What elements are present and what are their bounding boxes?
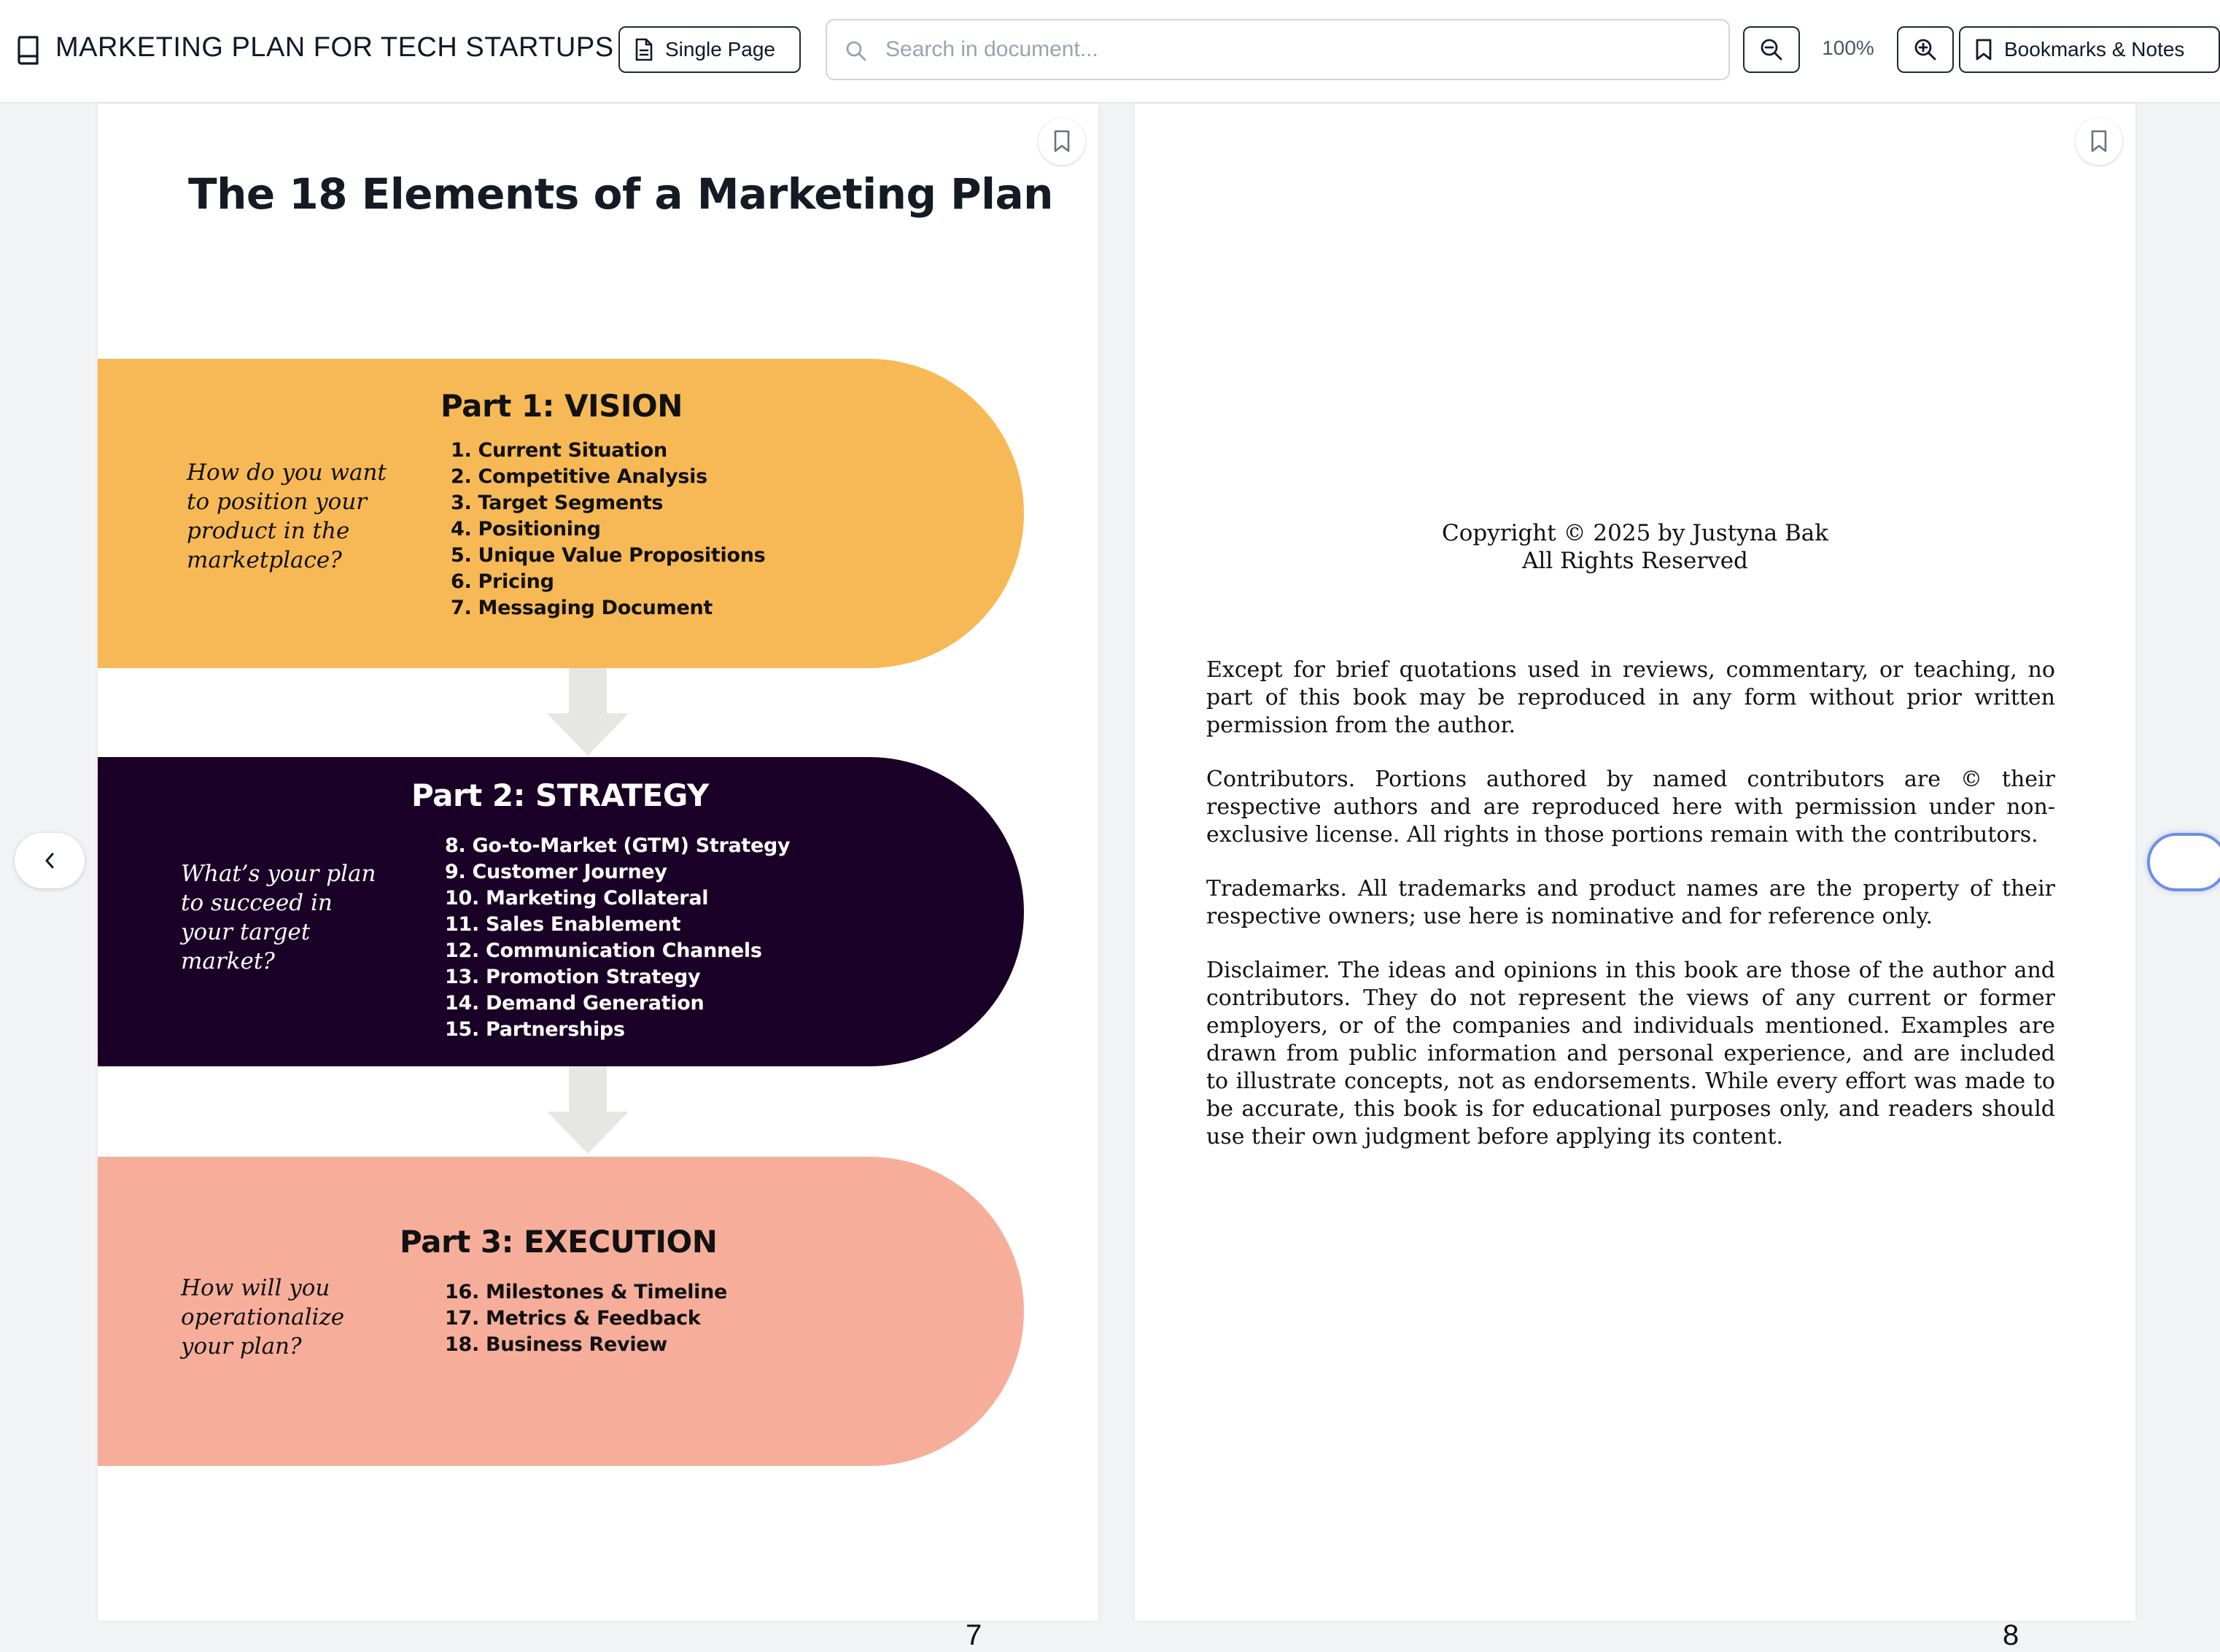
- page-bookmark-button[interactable]: [2076, 118, 2122, 165]
- part-question: What’s your plan to succeed in your target market?: [181, 861, 376, 974]
- bookmark-icon: [1052, 129, 1071, 154]
- page-number: 8: [2003, 1619, 2019, 1651]
- document-icon: [634, 38, 653, 61]
- chevron-left-icon: [42, 851, 58, 870]
- bookmarks-notes-button[interactable]: [1959, 26, 2220, 73]
- search-box: [826, 19, 1730, 80]
- search-icon: [845, 39, 868, 63]
- bookmark-icon: [2089, 129, 2108, 154]
- part-strategy-band: [98, 757, 1024, 1066]
- part-items: [451, 438, 765, 621]
- toolbar: [0, 0, 2220, 104]
- list-item: 2. Competitive Analysis: [451, 465, 707, 488]
- infographic-title: The 18 Elements of a Marketing Plan: [188, 169, 1053, 219]
- list-item: 11. Sales Enablement: [445, 913, 681, 936]
- zoom-out-button[interactable]: [1743, 26, 1800, 73]
- list-item: 6. Pricing: [451, 570, 554, 593]
- bookmark-icon: [1975, 38, 1992, 61]
- part-title: Part 2: STRATEGY: [411, 777, 709, 813]
- next-page-button[interactable]: [2147, 833, 2220, 891]
- document-title: MARKETING PLAN FOR TECH STARTUPS: [55, 32, 614, 63]
- part-items: [445, 1279, 727, 1358]
- list-item: 1. Current Situation: [451, 439, 667, 462]
- list-item: 5. Unique Value Propositions: [451, 544, 766, 567]
- part-title: Part 3: EXECUTION: [400, 1224, 718, 1260]
- down-arrow-icon: [543, 1066, 633, 1157]
- part-execution-band: [98, 1157, 1024, 1466]
- legal-paragraph: Contributors. Portions authored by named contributors are © their respective authors and are reproduced here with permission under non-exclusive license. All rights in those portions remain with the contributors.: [1206, 767, 2055, 848]
- rights-line: All Rights Reserved: [1522, 548, 1748, 574]
- part-title: Part 1: VISION: [440, 388, 683, 424]
- single-page-button[interactable]: [618, 26, 801, 73]
- list-item: 4. Positioning: [451, 518, 601, 540]
- page-7: [98, 104, 1098, 1651]
- down-arrow-icon: [543, 668, 633, 759]
- zoom-in-button[interactable]: [1897, 26, 1954, 73]
- page-number: 7: [966, 1619, 982, 1651]
- list-item: 9. Customer Journey: [445, 861, 667, 883]
- list-item: 10. Marketing Collateral: [445, 887, 709, 910]
- list-item: 3. Target Segments: [451, 492, 664, 514]
- part-items: [445, 833, 790, 1043]
- page-bookmark-button[interactable]: [1039, 118, 1085, 165]
- bookmarks-notes-label: Bookmarks & Notes: [2004, 38, 2185, 61]
- zoom-out-icon: [1759, 37, 1784, 62]
- copyright-notice: [1135, 519, 2135, 575]
- part-vision-band: [98, 359, 1024, 668]
- zoom-in-icon: [1913, 37, 1938, 62]
- list-item: 8. Go-to-Market (GTM) Strategy: [445, 834, 791, 857]
- list-item: 13. Promotion Strategy: [445, 966, 701, 988]
- legal-paragraph: Trademarks. All trademarks and product names are the property of their respective owners; use here is nominative and for reference only.: [1206, 876, 2055, 929]
- list-item: 7. Messaging Document: [451, 597, 713, 619]
- page-8: [1135, 104, 2135, 1651]
- list-item: 12. Communication Channels: [445, 939, 762, 962]
- copyright-line: Copyright © 2025 by Justyna Bak: [1441, 520, 1829, 546]
- single-page-label: Single Page: [665, 38, 776, 61]
- list-item: 15. Partnerships: [445, 1018, 625, 1041]
- legal-paragraph: Except for brief quotations used in reviews, commentary, or teaching, no part of this book may be reproduced in any form without prior written permission from the author.: [1206, 657, 2055, 738]
- list-item: 17. Metrics & Feedback: [445, 1307, 701, 1330]
- zoom-level: 100%: [1822, 36, 1874, 59]
- search-input[interactable]: [885, 28, 1702, 71]
- previous-page-button[interactable]: [15, 833, 85, 888]
- book-icon: [16, 35, 41, 66]
- list-item: 16. Milestones & Timeline: [445, 1281, 728, 1303]
- part-question: How do you want to position your product in the marketplace?: [187, 459, 387, 573]
- part-question: How will you operationalize your plan?: [181, 1275, 345, 1360]
- legal-paragraph: Disclaimer. The ideas and opinions in this book are those of the author and contributors. They do not represent the views of any current or former employers, or of the companies and individuals mentioned. Examples are drawn from public information and personal experience, and are included to illustrate concepts, not as endorsements. While every effort was made to be accurate, this book is for educational purposes only, and readers should use their own judgment before applying its content.: [1206, 958, 2055, 1149]
- list-item: 14. Demand Generation: [445, 992, 705, 1015]
- list-item: 18. Business Review: [445, 1333, 667, 1356]
